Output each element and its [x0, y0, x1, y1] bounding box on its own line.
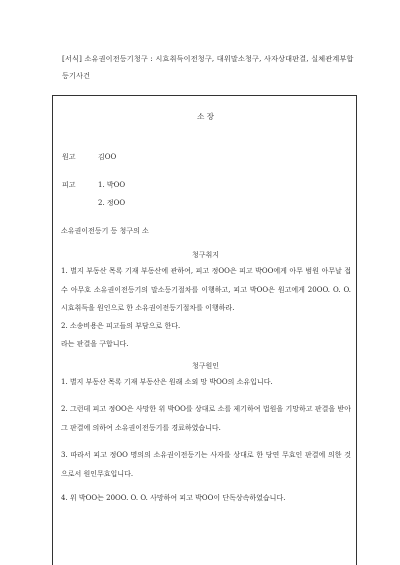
cause-item-1: 1. 별지 부동산 목록 기재 부동산은 원래 소외 망 박OO의 소유입니다.: [61, 378, 273, 386]
defendant-2: 2. 정OO: [98, 199, 126, 207]
defendant-1: 1. 박OO: [98, 181, 126, 189]
plaintiff-label: 원고: [62, 153, 76, 161]
claim-heading: 청구취지: [191, 251, 220, 259]
claim-item-2: 2. 소송비용은 피고들의 부담으로 한다.: [61, 322, 181, 330]
plaintiff-name: 김OO: [98, 153, 117, 161]
case-name: 소유권이전등기 등 청구의 소: [61, 227, 149, 235]
claim-item-1: 1. 별지 부동산 목록 기재 부동산에 관하여, 피고 정OO은 피고 박OO에게 아무 범원 아무날 접수 아무호 소유권이전등기의 말소등기절차를 이행하고, 피고 박OO은 원고에게 20OO. O. O. 시효취득을 원인으로 한 소유권이전등기절차를 이행하라.: [61, 267, 351, 312]
form-header: [서식] 소유권이전등기청구 : 시효취득이전청구, 대위말소청구, 사자상대판결, 실체관계부합등기사건: [62, 54, 354, 80]
cause-heading: 청구원인: [191, 362, 220, 370]
complaint-box: [52, 95, 357, 565]
claim-conclusion: 라는 판결을 구합니다.: [61, 340, 129, 348]
cause-item-3: 3. 따라서 피고 정OO 명의의 소유권이전등기는 사자를 상대로 한 당연 무효인 판결에 의한 것으로서 원인무효입니다.: [61, 451, 351, 478]
cause-item-2: 2. 그런데 피고 정OO은 사망한 위 박OO를 상대로 소를 제기하여 법원을 기망하고 판결을 받아 그 판결에 의하여 소유권이전등기를 경료하였습니다.: [61, 405, 351, 432]
defendant-label: 피고: [62, 181, 76, 189]
cause-item-4: 4. 위 박OO는 20OO. O. O. 사망하여 피고 박OO이 단독상속하였습니다.: [61, 494, 286, 502]
document-title: 소 장: [197, 112, 214, 121]
